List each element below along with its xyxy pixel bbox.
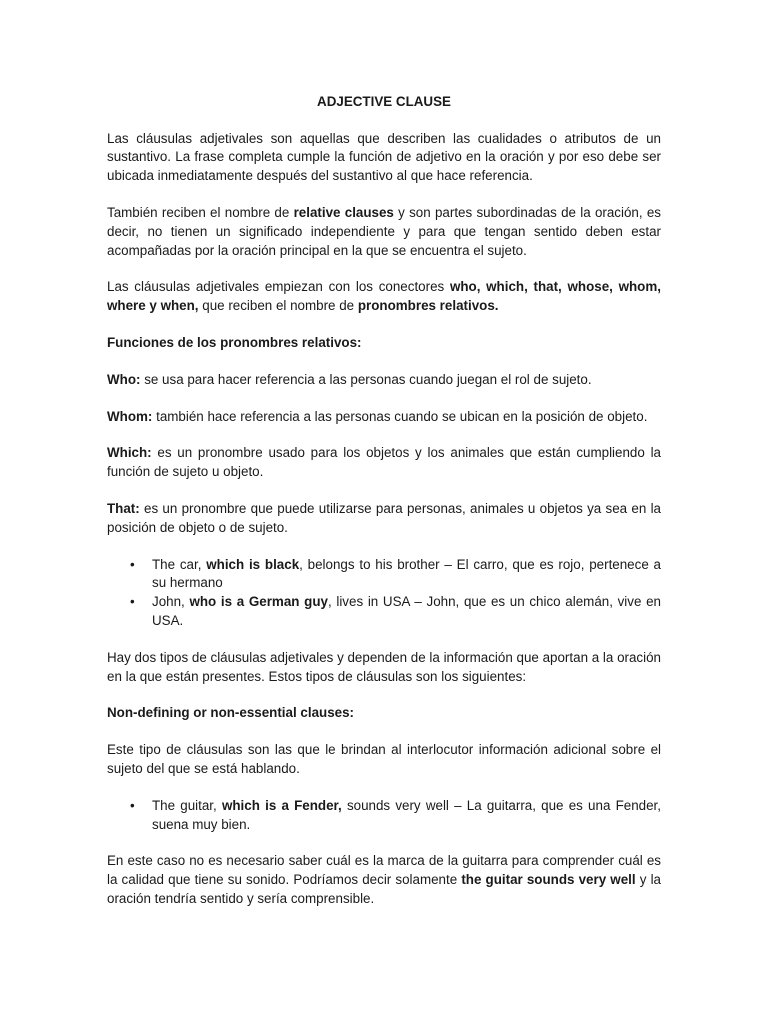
paragraph-conclusion xyxy=(107,852,661,908)
definition-that xyxy=(107,500,661,538)
bold-run: who, which, that, whose, whom, where y when, xyxy=(107,279,661,314)
example-list xyxy=(107,556,661,631)
text-run: Las cláusulas adjetivales empiezan con los conectores xyxy=(107,279,450,295)
bullet-icon: • xyxy=(130,556,135,572)
definition-text: se usa para hacer referencia a las personas cuando juegan el rol de sujeto. xyxy=(140,371,592,387)
example-list-2 xyxy=(107,797,661,835)
heading-functions xyxy=(107,334,661,353)
term-who: Who: xyxy=(107,371,141,387)
term-which: Which: xyxy=(107,445,152,461)
text-run: , lives in USA – John, que es un chico alemán, vive en USA. xyxy=(152,594,661,628)
bold-run: who is a German guy xyxy=(189,594,328,610)
paragraph-nondefining: Este tipo de cláusulas son las que le brindan al interlocutor información adicional sobre el sujeto del que se está hablando. xyxy=(107,742,661,776)
text-run: The guitar, xyxy=(152,797,222,813)
page-title: ADJECTIVE CLAUSE xyxy=(317,94,451,109)
bold-run: relative clauses xyxy=(293,204,394,220)
heading-nondefining xyxy=(107,704,661,723)
bold-run: which is a Fender, xyxy=(221,797,342,813)
bullet-icon: • xyxy=(130,797,135,813)
text-run: y la oración tendría sentido y sería comprensible. xyxy=(107,872,661,906)
definition-text: es un pronombre usado para los objetos y los animales que están cumpliendo la función de sujeto u objeto. xyxy=(107,445,661,480)
definition-whom xyxy=(107,408,661,427)
paragraph-definition: Las cláusulas adjetivales son aquellas que describen las cualidades o atributos de un sustantivo. La frase completa cumple la función de adjetivo en la oración y por eso debe ser ubicada inmediatamente después del sustantivo al que hace referencia. xyxy=(107,130,661,184)
text-run: En este caso no es necesario saber cuál es la marca de la guitarra para comprender cuál es la calidad que tiene su sonido. Podríamos decir solamente xyxy=(107,853,661,888)
text-run: y son partes subordinadas de la oración, es decir, no tienen un significado independiente y para que tengan sentido deben estar acompañadas por la oración principal en la que se encuentra el sujeto. xyxy=(107,204,662,258)
text-run: sounds very well – La guitarra, que es una Fender, suena muy bien. xyxy=(152,797,661,832)
definition-text: también hace referencia a las personas cuando se ubican en la posición de objeto. xyxy=(152,408,648,424)
bullet-icon: • xyxy=(130,594,135,610)
heading-functions-text: Funciones de los pronombres relativos: xyxy=(107,334,362,350)
definition-text: es un pronombre que puede utilizarse para personas, animales u objetos ya sea en la posición de objeto o de sujeto. xyxy=(107,500,661,535)
heading-nondefining-text: Non-defining or non-essential clauses: xyxy=(107,705,355,721)
text-run: John, xyxy=(152,594,190,610)
definition-who xyxy=(107,371,661,390)
text-run: que reciben el nombre de xyxy=(198,298,358,314)
term-whom: Whom: xyxy=(107,408,153,424)
bold-run: the guitar sounds very well xyxy=(461,872,636,888)
bold-run: which is black xyxy=(206,556,300,572)
bold-run: pronombres relativos. xyxy=(357,298,499,314)
text-run: También reciben el nombre de xyxy=(107,204,294,220)
list-item xyxy=(107,593,661,631)
text-run: The car, xyxy=(152,556,207,572)
list-item xyxy=(107,556,661,594)
paragraph-types: Hay dos tipos de cláusulas adjetivales y dependen de la información que aportan a la oración en la que están presentes. Estos tipos de cláusulas son los siguientes: xyxy=(107,649,661,684)
text-run: , belongs to his brother – El carro, que es rojo, pertenece a su hermano xyxy=(152,556,661,591)
document-body xyxy=(107,93,661,909)
paragraph-relative-clauses xyxy=(107,204,661,260)
list-item xyxy=(107,797,661,835)
term-that: That: xyxy=(107,500,140,516)
definition-which xyxy=(107,444,661,482)
paragraph-connectors xyxy=(107,278,661,316)
